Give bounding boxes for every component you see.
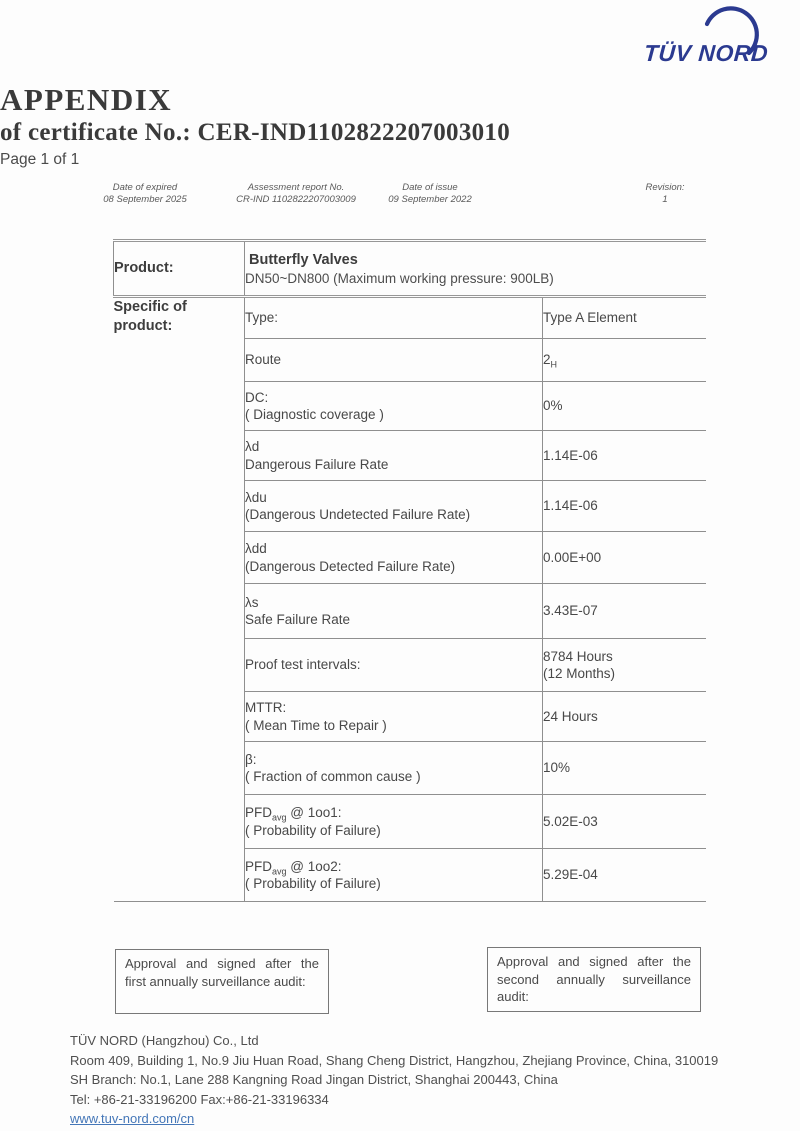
spec-parameter-cell: MTTR: ( Mean Time to Repair ) — [245, 692, 543, 742]
spec-value-cell: 8784 Hours (12 Months) — [543, 639, 706, 692]
product-description: DN50~DN800 (Maximum working pressure: 900LB) — [245, 270, 554, 286]
spec-parameter-cell: DC: ( Diagnostic coverage ) — [245, 382, 543, 431]
spec-parameter-cell: λd Dangerous Failure Rate — [245, 431, 543, 481]
spec-parameter-cell: $PFD_{avg}$ @ 1oo1: ( Probability of Failure) — [245, 795, 543, 849]
page-title: APPENDIX — [0, 82, 173, 117]
footer-company: TÜV NORD (Hangzhou) Co., Ltd — [70, 1033, 259, 1048]
footer — [70, 1031, 770, 1129]
specific-of-product-cell — [114, 297, 245, 902]
spec-parameter-cell: λdd (Dangerous Detected Failure Rate) — [245, 532, 543, 584]
meta-value: 08 September 2025 — [103, 193, 187, 205]
meta-value: CR-IND 1102822207003009 — [236, 193, 356, 205]
spec-value-cell: 5.02E-03 — [543, 795, 706, 849]
spec-table-body — [114, 241, 706, 902]
certificate-number-line: of certificate No.: CER-IND1102822207003010 — [0, 119, 511, 146]
spec-value-cell: 5.29E-04 — [543, 849, 706, 902]
spec-parameter-cell: β: ( Fraction of common cause ) — [245, 742, 543, 795]
meta-label: Date of issue — [402, 182, 458, 193]
product-name: Butterfly Valves — [249, 251, 358, 268]
footer-tel-fax: Tel: +86-21-33196200 Fax:+86-21-33196334 — [70, 1091, 329, 1107]
spec-value-cell: 24 Hours — [543, 692, 706, 742]
spec-parameter-cell: Type: — [245, 297, 543, 339]
product-spec-table-wrap — [113, 239, 706, 902]
spec-value-cell: Type A Element — [543, 297, 706, 339]
footer-address-line1: Room 409, Building 1, No.9 Jiu Huan Road, Shang Cheng District, Hangzhou, Zhejiang Province, China, 310019 — [70, 1052, 719, 1068]
meta-date-of-issue — [388, 182, 471, 205]
meta-label: Date of expired — [112, 182, 178, 193]
footer-website-link[interactable]: www.tuv-nord.com/cn — [70, 1111, 195, 1126]
spec-parameter-cell: λs Safe Failure Rate — [245, 584, 543, 639]
meta-assessment-report — [236, 182, 356, 205]
meta-label: Revision: — [645, 182, 685, 193]
spec-row-0 — [114, 297, 706, 339]
spec-parameter-cell: Proof test intervals: — [245, 639, 543, 692]
tuv-nord-logo — [628, 2, 793, 82]
specific-of-product-label: Specific of product: — [113, 299, 187, 334]
meta-value: 1 — [662, 193, 668, 205]
spec-value-cell: 1.14E-06 — [543, 431, 706, 481]
spec-value-cell: 0% — [543, 382, 706, 431]
spec-value-cell: 0.00E+00 — [543, 532, 706, 584]
spec-parameter-cell: Route — [245, 339, 543, 382]
spec-value-cell: 10% — [543, 742, 706, 795]
spec-value-cell: 3.43E-07 — [543, 584, 706, 639]
meta-date-of-expired — [103, 182, 186, 205]
page-indicator: Page 1 of 1 — [0, 151, 80, 168]
product-row — [114, 241, 706, 297]
spec-parameter-cell: λdu (Dangerous Undetected Failure Rate) — [245, 481, 543, 532]
approval-box-first-audit: Approval and signed after the first annually surveillance audit: — [115, 949, 329, 1014]
spec-parameter-cell: $PFD_{avg}$ @ 1oo2: ( Probability of Failure) — [245, 849, 543, 902]
spec-value-cell: $2_H$ — [543, 339, 706, 382]
product-spec-table — [113, 239, 706, 902]
spec-value-cell: 1.14E-06 — [543, 481, 706, 532]
product-label-cell — [114, 241, 245, 297]
meta-revision — [645, 182, 684, 205]
approval-box-second-audit: Approval and signed after the second annually surveillance audit: — [487, 947, 701, 1012]
product-value-cell — [245, 241, 706, 297]
meta-value: 09 September 2022 — [388, 193, 472, 205]
product-label: Product: — [114, 260, 174, 276]
meta-label: Assessment report No. — [247, 182, 345, 193]
logo-wordmark: TÜV NORD — [643, 40, 770, 66]
footer-address-line2: SH Branch: No.1, Lane 288 Kangning Road Jingan District, Shanghai 200443, China — [70, 1072, 558, 1087]
